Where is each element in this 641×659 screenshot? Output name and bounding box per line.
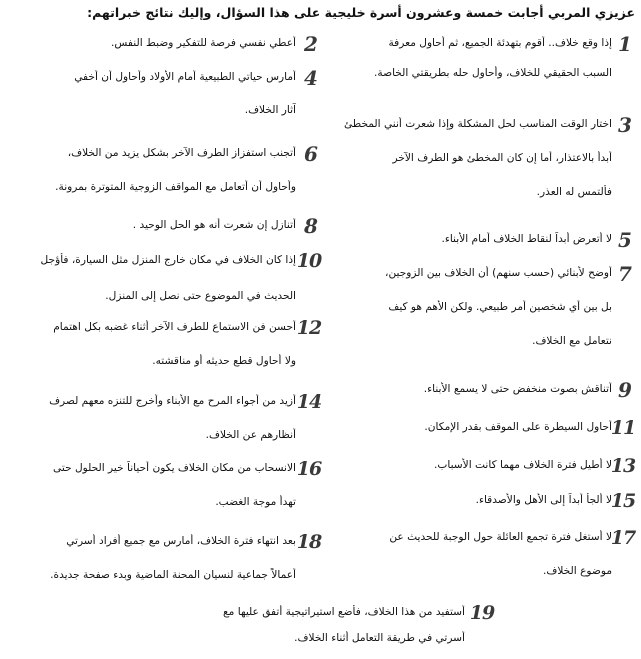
item-text-line: أتناقش بصوت منخفض حتى لا يسمع الأبناء.: [423, 383, 612, 395]
item-text-line: نتعامل مع الخلاف.: [532, 335, 612, 347]
list-item: [8, 458, 322, 529]
item-text: [322, 117, 612, 219]
item-number: 10: [296, 250, 322, 272]
item-text: [8, 320, 296, 388]
item-text: [322, 458, 612, 488]
item-text-line: أستفيد من هذا الخلاف، فأضع استيراتيجية أتفق عليها مع: [223, 606, 465, 618]
item-text-line: إذا وقع خلاف.. أقوم بتهدئة الجميع، ثم أحاول معرفة: [388, 37, 612, 49]
page-title: عزيزي المربي أجابت خمسة وعشرون أسرة خليجية على هذا السؤال، وإليك نتائج خبراتهم:: [87, 5, 635, 20]
item-text: [8, 461, 296, 529]
item-text: [322, 266, 612, 368]
item-text-line: أتنازل إن شعرت أنه هو الحل الوحيد .: [132, 219, 296, 231]
item-text: [322, 382, 612, 412]
item-text-line: أمارس حياتي الطبيعية أمام الأولاد وأحاول أن أخفي: [74, 71, 296, 83]
item-text-line: اختار الوقت المناسب لحل المشكلة وإذا شعرت أنني المخطئ: [343, 118, 612, 130]
item-text: [322, 232, 612, 262]
item-number: 15: [610, 490, 636, 512]
item-text: [165, 605, 465, 657]
item-text-line: أعطي نفسي فرصة للتفكير وضبط النفس.: [111, 37, 296, 49]
item-text-line: أوضح لأبنائي (حسب سنهم) أن الخلاف بين الزوجين،: [385, 267, 612, 279]
item-text-line: أحاول السيطرة على الموقف بقدر الإمكان.: [424, 421, 612, 433]
item-number: 12: [296, 317, 322, 339]
item-text: [322, 530, 612, 598]
item-number: 8: [304, 214, 318, 238]
item-text-line: آثار الخلاف.: [244, 104, 296, 116]
item-text: [8, 36, 296, 66]
item-number: 14: [296, 391, 322, 413]
item-text: [8, 218, 296, 248]
item-text: [322, 493, 612, 523]
item-text: [322, 36, 612, 96]
item-number: 11: [610, 417, 636, 439]
list-item: [8, 32, 318, 66]
item-text: [8, 70, 296, 136]
list-item: [8, 317, 322, 388]
item-text-line: فألتمس له العذر.: [536, 186, 612, 198]
list-item: [322, 262, 632, 368]
item-number: 16: [296, 458, 322, 480]
list-item: [322, 32, 632, 96]
item-text: [322, 420, 612, 450]
item-number: 4: [304, 66, 318, 90]
list-item: [322, 378, 632, 412]
item-text-line: تهدأ موجة الغضب.: [215, 496, 296, 508]
item-number: 13: [610, 455, 636, 477]
item-text-line: السبب الحقيقي للخلاف، وأحاول حله بطريقتي الخاصة.: [374, 67, 612, 79]
item-text-line: أتجنب استفزاز الطرف الآخر بشكل يزيد من الخلاف،: [67, 147, 296, 159]
list-item: [165, 602, 495, 657]
item-text-line: ولا أحاول قطع حديثه أو مناقشته.: [152, 355, 296, 367]
item-number: 5: [618, 228, 632, 252]
list-item: [8, 142, 318, 214]
item-text-line: لا أتعرض أبداً لنقاط الخلاف أمام الأبناء.: [441, 233, 612, 245]
item-text-line: وأحاول أن أتعامل مع المواقف الزوجية المتوترة بمرونة.: [55, 181, 296, 193]
list-item: [8, 391, 322, 462]
item-text: [8, 534, 296, 602]
item-text: [8, 253, 296, 325]
item-text-line: أحسن فن الاستماع للطرف الآخر أثناء غضبه بكل اهتمام: [53, 321, 296, 333]
item-text-line: الانسحاب من مكان الخلاف يكون أحياناً خير الحلول حتى: [53, 462, 296, 474]
item-text-line: أبدأ بالاعتذار، أما إن كان المخطئ هو الطرف الآخر: [392, 152, 612, 164]
item-number: 3: [618, 113, 632, 137]
item-text-line: أعمالاً جماعية لنسيان المحنة الماضية وبدء صفحة جديدة.: [50, 569, 296, 581]
item-number: 1: [618, 32, 632, 56]
item-text: [8, 394, 296, 462]
list-item: [8, 214, 318, 248]
list-item: [322, 490, 636, 523]
item-text-line: لا أطيل فترة الخلاف مهما كانت الأسباب.: [434, 459, 612, 471]
item-text-line: إذا كان الخلاف في مكان خارج المنزل مثل السيارة، فأؤجل: [40, 254, 296, 266]
item-number: 7: [618, 262, 632, 286]
list-item: [322, 113, 632, 219]
list-item: [322, 527, 636, 598]
list-item: [8, 66, 318, 136]
item-text-line: الحديث في الموضوع حتى نصل إلى المنزل.: [105, 290, 296, 302]
list-item: [8, 250, 322, 325]
list-item: [322, 417, 636, 450]
item-number: 18: [296, 531, 322, 553]
list-item: [322, 228, 632, 262]
item-text-line: لا أستغل فترة تجمع العائلة حول الوجبة للحديث عن: [389, 531, 612, 543]
item-text-line: أسرتي في طريقة التعامل أثناء الخلاف.: [294, 632, 465, 644]
item-text-line: بل بين أي شخصين أمر طبيعي. ولكن الأهم هو كيف: [388, 301, 612, 313]
item-text-line: لا ألجأ أبداً إلى الأهل والأصدقاء.: [475, 494, 612, 506]
item-text: [8, 146, 296, 214]
item-number: 6: [304, 142, 318, 166]
item-text-line: أزيد من أجواء المرح مع الأبناء وأخرج للتنزه معهم لصرف: [49, 395, 296, 407]
item-number: 2: [304, 32, 318, 56]
item-text-line: بعد انتهاء فترة الخلاف، أمارس مع جميع أفراد أسرتي: [66, 535, 296, 547]
item-text-line: أنظارهم عن الخلاف.: [205, 429, 296, 441]
item-text-line: موضوع الخلاف.: [543, 565, 612, 577]
item-number: 19: [469, 602, 495, 624]
list-item: [322, 455, 636, 488]
item-number: 17: [610, 527, 636, 549]
list-item: [8, 531, 322, 602]
item-number: 9: [618, 378, 632, 402]
